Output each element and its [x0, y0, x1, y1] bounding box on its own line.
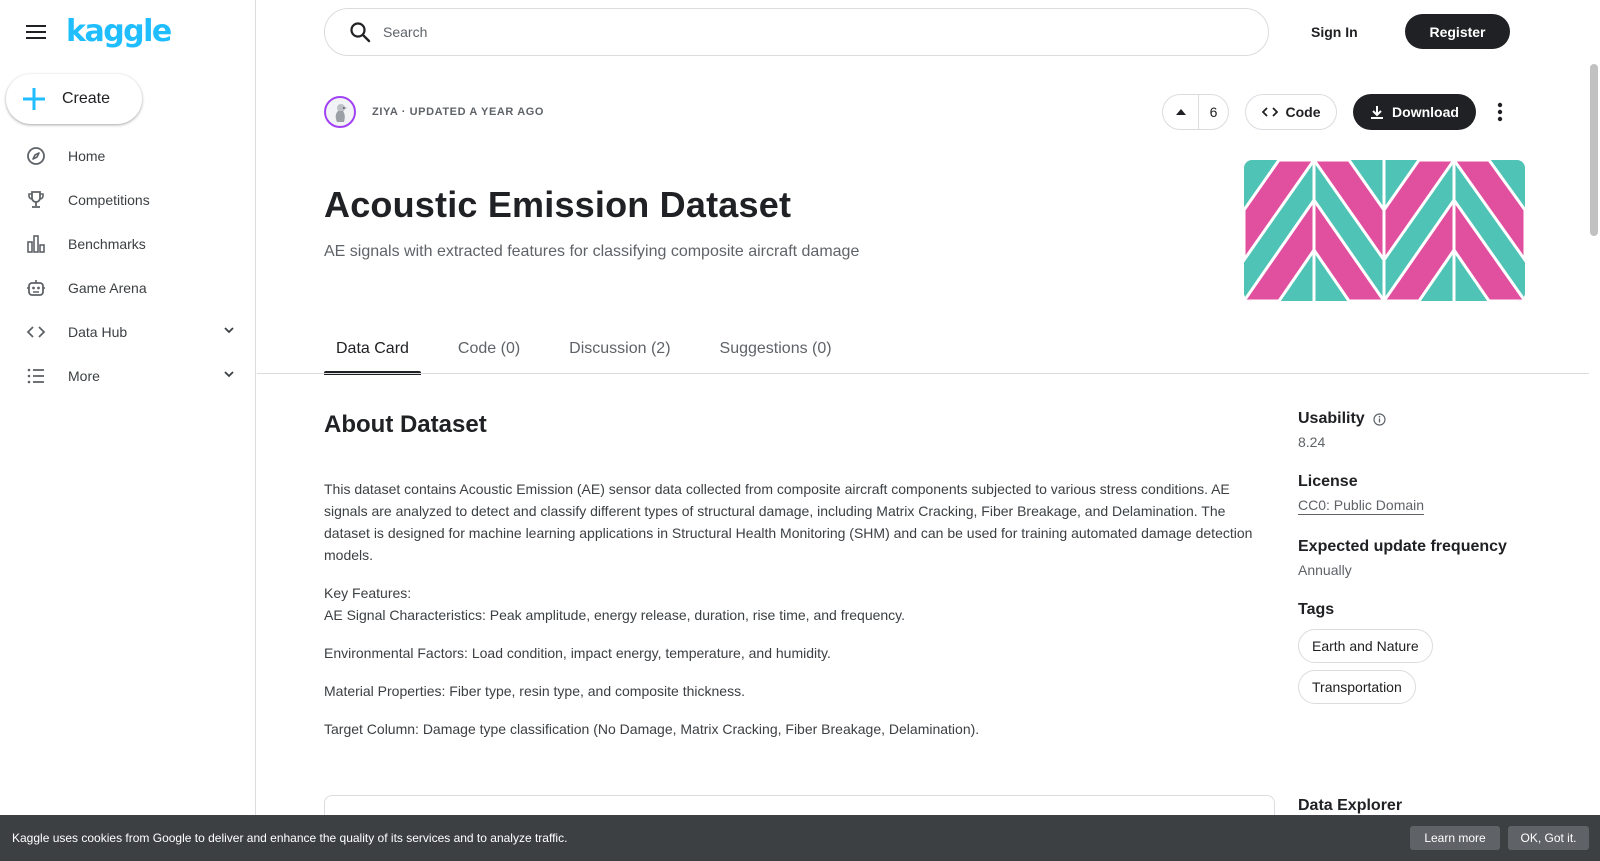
- sidebar-item-benchmarks[interactable]: [0, 222, 255, 266]
- page-title: Acoustic Emission Dataset: [324, 184, 792, 225]
- bar-chart-icon: [26, 234, 46, 254]
- usability-value: 8.24: [1298, 434, 1326, 450]
- usability-label-text: Usability: [1298, 410, 1365, 427]
- about-description: [324, 478, 1274, 756]
- sidebar-item-more[interactable]: [0, 354, 255, 398]
- usability-block: [1298, 410, 1538, 450]
- code-label: Code: [1285, 104, 1321, 120]
- download-icon: [1370, 105, 1384, 119]
- tag-chip[interactable]: Earth and Nature: [1298, 629, 1433, 663]
- dataset-cover-image: [1244, 160, 1525, 301]
- code-brackets-icon: [26, 322, 46, 342]
- description-paragraph: AE Signal Characteristics: Peak amplitude, energy release, duration, rise time, and frequency.: [324, 607, 906, 623]
- author-meta: ZIYA · UPDATED A YEAR AGO: [372, 106, 545, 118]
- license-label: License: [1298, 473, 1358, 490]
- tab-suggestions[interactable]: Suggestions (0): [719, 340, 832, 357]
- menu-icon[interactable]: [24, 20, 48, 44]
- avatar[interactable]: [324, 96, 356, 128]
- page-subtitle: AE signals with extracted features for classifying composite aircraft damage: [324, 243, 860, 260]
- create-label: Create: [62, 90, 111, 107]
- search-placeholder: Search: [383, 24, 428, 40]
- register-button[interactable]: Register: [1405, 14, 1510, 49]
- data-explorer-heading: Data Explorer: [1298, 797, 1403, 814]
- cookie-message: Kaggle uses cookies from Google to deliver and enhance the quality of its services and to analyze traffic.: [12, 831, 568, 845]
- create-button[interactable]: [6, 74, 142, 124]
- sidebar-item-game-arena[interactable]: [0, 266, 255, 310]
- tab-data-card[interactable]: Data Card: [324, 330, 421, 374]
- license-link[interactable]: CC0: Public Domain: [1298, 497, 1425, 513]
- scrollbar-thumb[interactable]: [1590, 64, 1598, 236]
- tab-discussion[interactable]: Discussion (2): [569, 340, 671, 357]
- frequency-label: Expected update frequency: [1298, 538, 1507, 555]
- description-paragraph: Target Column: Damage type classification (No Damage, Matrix Cracking, Fiber Breakage, Delamination).: [324, 721, 980, 737]
- dataset-tabs: [324, 330, 869, 374]
- learn-more-button[interactable]: Learn more: [1410, 826, 1500, 850]
- description-paragraph: This dataset contains Acoustic Emission (AE) sensor data collected from composite aircraft components subjected to various stress conditions. AE signals are analyzed to detect and classify different types of structural damage, including Matrix Cracking, Fiber Breakage, and Delamination. The dataset is designed for machine learning applications in Structural Health Monitoring (SHM) and can be used for training automated damage detection models.: [324, 481, 1253, 563]
- more-vert-icon[interactable]: [1488, 98, 1512, 126]
- download-button[interactable]: [1353, 94, 1476, 130]
- sidebar-item-label: Benchmarks: [68, 236, 146, 252]
- author-row: [324, 96, 544, 128]
- frequency-block: [1298, 538, 1538, 578]
- chevron-down-icon[interactable]: [223, 368, 235, 380]
- code-button[interactable]: [1245, 94, 1337, 130]
- cookie-banner: [0, 815, 1600, 861]
- sidebar: [0, 0, 256, 861]
- ok-got-it-button[interactable]: OK, Got it.: [1508, 826, 1589, 850]
- search-input[interactable]: [324, 8, 1269, 56]
- robot-icon: [26, 278, 46, 298]
- dataset-metadata: [1298, 410, 1538, 727]
- sidebar-nav: [0, 134, 255, 398]
- description-paragraph: Environmental Factors: Load condition, impact energy, temperature, and humidity.: [324, 645, 831, 661]
- frequency-value: Annually: [1298, 562, 1352, 578]
- sidebar-item-label: Competitions: [68, 192, 150, 208]
- info-icon[interactable]: [1373, 413, 1386, 426]
- sidebar-item-data-hub[interactable]: [0, 310, 255, 354]
- tags-block: [1298, 601, 1538, 704]
- usability-label: [1298, 410, 1538, 428]
- chevron-down-icon[interactable]: [223, 324, 235, 336]
- upvote-button[interactable]: [1163, 95, 1199, 129]
- sidebar-item-label: Home: [68, 148, 106, 164]
- sign-in-button[interactable]: Sign In: [1311, 24, 1358, 40]
- upvote-control: [1162, 94, 1229, 130]
- sidebar-item-label: Data Hub: [68, 324, 128, 340]
- tabs-divider: [257, 373, 1589, 374]
- vote-count: 6: [1209, 104, 1218, 120]
- description-paragraph: Material Properties: Fiber type, resin type, and composite thickness.: [324, 683, 745, 699]
- list-icon: [26, 366, 46, 386]
- arrow-up-icon: [1176, 108, 1186, 116]
- logo-row: [24, 16, 171, 48]
- license-block: [1298, 473, 1538, 515]
- tags-label: Tags: [1298, 601, 1335, 618]
- sidebar-item-home[interactable]: [0, 134, 255, 178]
- description-paragraph: Key Features:: [324, 585, 412, 601]
- sidebar-item-label: More: [68, 368, 100, 384]
- tag-chip[interactable]: Transportation: [1298, 670, 1416, 704]
- tag-list: [1298, 619, 1538, 704]
- sidebar-item-label: Game Arena: [68, 280, 147, 296]
- plus-icon: [22, 87, 46, 111]
- download-label: Download: [1392, 104, 1459, 120]
- trophy-icon: [26, 190, 46, 210]
- kaggle-logo[interactable]: kaggle: [66, 14, 171, 49]
- compass-icon: [26, 146, 46, 166]
- about-heading: About Dataset: [324, 411, 487, 438]
- tab-code[interactable]: Code (0): [457, 340, 521, 357]
- search-icon: [349, 21, 371, 43]
- sidebar-item-competitions[interactable]: [0, 178, 255, 222]
- code-brackets-icon: [1262, 104, 1278, 120]
